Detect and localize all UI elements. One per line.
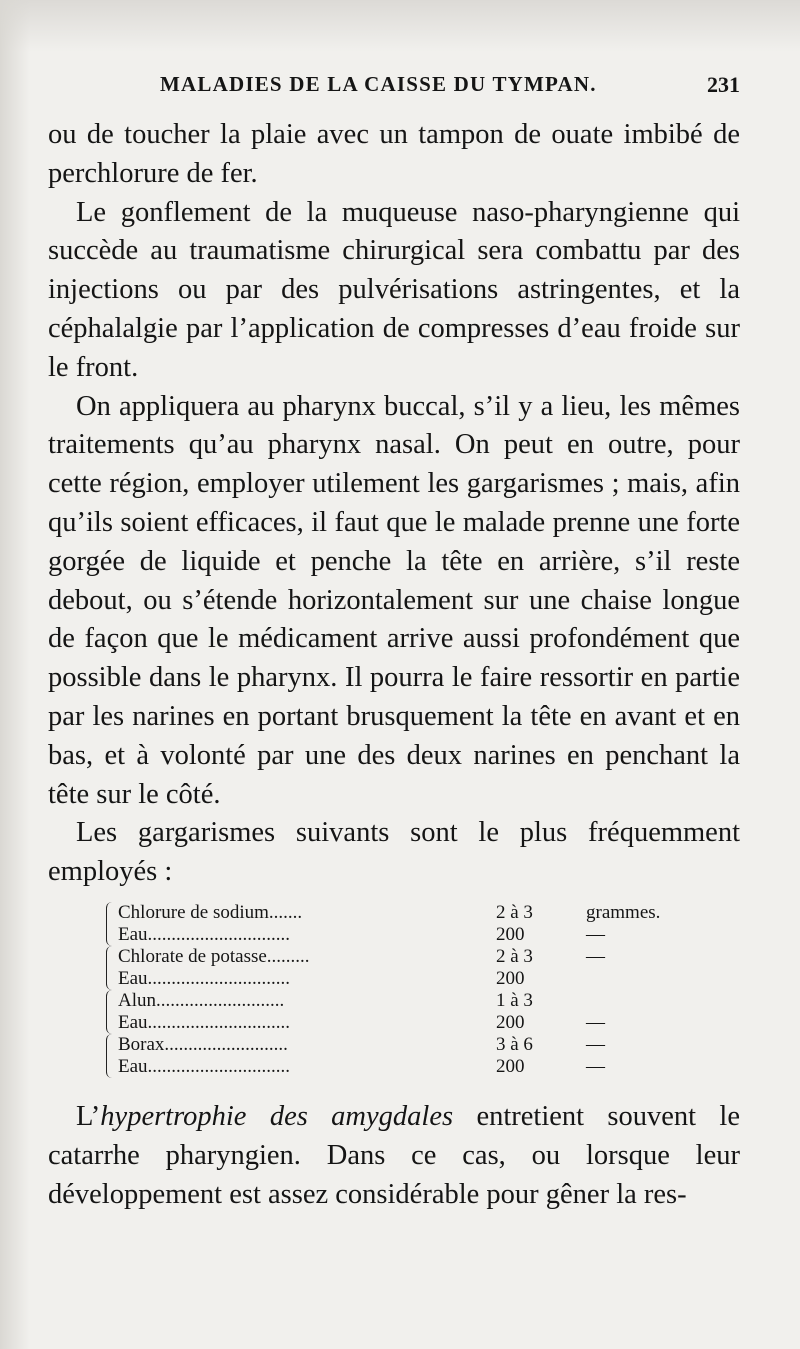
ingredient: Borax.......................... (118, 1033, 288, 1055)
paragraph-4: Les gargarismes suivants sont le plus fréquemment employés : (48, 817, 740, 888)
unit: — (586, 923, 605, 945)
formula-row (118, 924, 738, 946)
running-head: MALADIES DE LA CAISSE DU TYMPAN. (160, 72, 597, 96)
page-header (160, 72, 740, 106)
ingredient: Eau.............................. (118, 967, 291, 989)
formula-group (118, 946, 738, 990)
ingredient: Chlorure de sodium....... (118, 901, 303, 923)
formula-group (118, 902, 738, 946)
formula-group (118, 990, 738, 1034)
quantity: 2 à 3 (496, 901, 533, 923)
unit: — (586, 1033, 605, 1055)
scan-shadow-top (0, 0, 800, 52)
unit: grammes. (586, 901, 661, 923)
unit: — (586, 1055, 605, 1077)
gargle-formulas (118, 902, 738, 1078)
paragraph-2: Le gonflement de la muqueuse naso-pharyngienne qui succède au traumatisme chirurgical sera combattu par des injections ou par des pulvérisations astringentes, et la céphalalgie par l’application de compresses d’eau froide sur le front. (48, 196, 740, 383)
formula-row (118, 946, 738, 968)
brace (106, 1034, 115, 1078)
brace (106, 990, 115, 1034)
page-number: 231 (707, 72, 740, 97)
ingredient: Eau.............................. (118, 1055, 291, 1077)
quantity: 1 à 3 (496, 989, 533, 1011)
quantity: 200 (496, 1011, 525, 1033)
page-body (48, 116, 740, 1214)
formula-row (118, 968, 738, 990)
formula-group (118, 1034, 738, 1078)
formula-row (118, 902, 738, 924)
formula-row (118, 1012, 738, 1034)
paragraph-5 (48, 1098, 740, 1214)
ingredient: Eau.............................. (118, 923, 291, 945)
quantity: 2 à 3 (496, 945, 533, 967)
brace (106, 902, 115, 946)
formula-row (118, 1034, 738, 1056)
paragraph-1: ou de toucher la plaie avec un tampon de ouate imbibé de perchlorure de fer. (48, 119, 740, 189)
quantity: 200 (496, 923, 525, 945)
unit: — (586, 1011, 605, 1033)
ingredient: Alun........................... (118, 989, 285, 1011)
brace (106, 946, 115, 990)
paragraph-5-lead: L’ (76, 1100, 101, 1132)
paragraph-5-italic: hypertrophie des amygdales (100, 1100, 454, 1132)
quantity: 200 (496, 1055, 525, 1077)
paragraph-5-rest: entretient souvent le catarrhe pharyngien. Dans ce cas, ou lorsque leur développement est assez considérable pour gêner la res- (48, 1100, 741, 1210)
ingredient: Eau.............................. (118, 1011, 291, 1033)
unit: — (586, 945, 605, 967)
quantity: 200 (496, 967, 525, 989)
formula-row (118, 990, 738, 1012)
quantity: 3 à 6 (496, 1033, 533, 1055)
paragraph-3: On appliquera au pharynx buccal, s’il y a lieu, les mêmes traitements qu’au pharynx nasal. On peut en outre, pour cette région, employer utilement les gargarismes ; mais, afin qu’ils soient efficaces, il faut que le malade prenne une forte gorgée de liquide et penche la tête en arrière, s’il reste debout, ou s’étende horizontalement sur une chaise longue de façon que le médicament arrive aussi profondément que possible dans le pharynx. Il pourra le faire ressortir en partie par les narines en portant brusquement la tête en avant et en bas, et à volonté par une des deux narines en penchant la tête sur le côté. (48, 390, 740, 810)
ingredient: Chlorate de potasse......... (118, 945, 310, 967)
formula-row (118, 1056, 738, 1078)
scan-shadow-left (0, 0, 30, 1349)
